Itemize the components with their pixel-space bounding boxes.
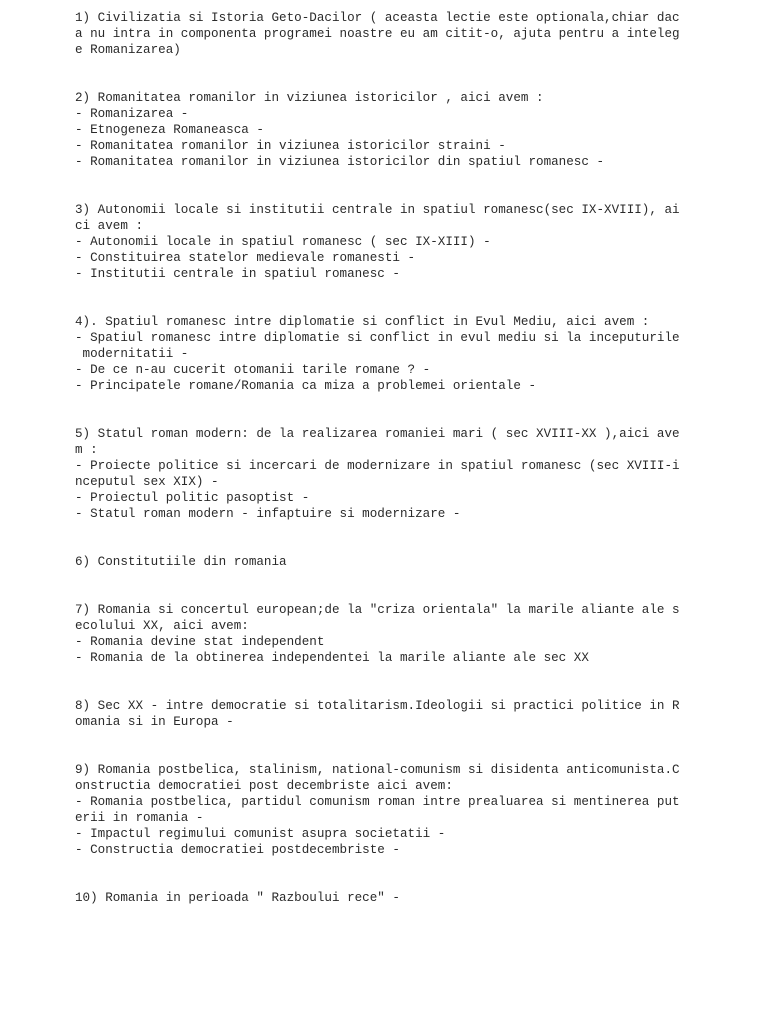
section-4-item-3: - Principatele romane/Romania ca miza a problemei orientale - xyxy=(75,379,537,393)
section-9-item-1-line-1: - Romania postbelica, partidul comunism roman intre prealuarea si mentinerea put xyxy=(75,795,680,809)
section-4-item-2: - De ce n-au cucerit otomanii tarile romane ? - xyxy=(75,363,431,377)
document-page xyxy=(75,10,755,906)
section-3-heading-line-2: ci avem : xyxy=(75,219,144,233)
section-2-item-2: - Etnogeneza Romaneasca - xyxy=(75,123,264,137)
section-9-item-3: - Constructia democratiei postdecembriste - xyxy=(75,843,400,857)
section-6-heading: 6) Constitutiile din romania xyxy=(75,555,287,569)
section-4 xyxy=(75,314,755,394)
section-5-item-3: - Statul roman modern - infaptuire si modernizare - xyxy=(75,507,461,521)
section-2-item-4: - Romanitatea romanilor in viziunea istoricilor din spatiul romanesc - xyxy=(75,155,605,169)
section-4-item-1-line-1: - Spatiul romanesc intre diplomatie si conflict in evul mediu si la inceputurile xyxy=(75,331,680,345)
section-7-item-2: - Romania de la obtinerea independentei la marile aliante ale sec XX xyxy=(75,651,589,665)
section-2-heading: 2) Romanitatea romanilor in viziunea istoricilor , aici avem : xyxy=(75,91,544,105)
section-1 xyxy=(75,10,755,58)
section-5-item-1-line-2: nceputul sex XIX) - xyxy=(75,475,219,489)
section-1-line-3: e Romanizarea) xyxy=(75,43,181,57)
section-7-heading-line-2: ecolului XX, aici avem: xyxy=(75,619,249,633)
section-7 xyxy=(75,602,755,666)
section-3-heading-line-1: 3) Autonomii locale si institutii centrale in spatiul romanesc(sec IX-XVIII), ai xyxy=(75,203,680,217)
section-8-heading-line-2: omania si in Europa - xyxy=(75,715,234,729)
section-10-heading: 10) Romania in perioada " Razboului rece" - xyxy=(75,891,400,905)
section-4-heading: 4). Spatiul romanesc intre diplomatie si conflict in Evul Mediu, aici avem : xyxy=(75,315,650,329)
section-3-item-1: - Autonomii locale in spatiul romanesc ( sec IX-XIII) - xyxy=(75,235,491,249)
section-5-heading-line-1: 5) Statul roman modern: de la realizarea romaniei mari ( sec XVIII-XX ),aici ave xyxy=(75,427,680,441)
section-2-item-3: - Romanitatea romanilor in viziunea istoricilor straini - xyxy=(75,139,506,153)
section-9-heading-line-2: onstructia democratiei post decembriste aici avem: xyxy=(75,779,453,793)
section-7-item-1: - Romania devine stat independent xyxy=(75,635,325,649)
section-9-item-1-line-2: erii in romania - xyxy=(75,811,204,825)
section-9 xyxy=(75,762,755,858)
section-8 xyxy=(75,698,755,730)
section-5-item-1-line-1: - Proiecte politice si incercari de modernizare in spatiul romanesc (sec XVIII-i xyxy=(75,459,680,473)
section-9-item-2: - Impactul regimului comunist asupra societatii - xyxy=(75,827,446,841)
section-5-heading-line-2: m : xyxy=(75,443,98,457)
section-10 xyxy=(75,890,755,906)
section-2-item-1: - Romanizarea - xyxy=(75,107,189,121)
section-1-line-2: a nu intra in componenta programei noastre eu am citit-o, ajuta pentru a inteleg xyxy=(75,27,680,41)
section-5 xyxy=(75,426,755,522)
section-8-heading-line-1: 8) Sec XX - intre democratie si totalitarism.Ideologii si practici politice in R xyxy=(75,699,680,713)
section-3-item-2: - Constituirea statelor medievale romanesti - xyxy=(75,251,416,265)
section-7-heading-line-1: 7) Romania si concertul european;de la "criza orientala" la marile aliante ale s xyxy=(75,603,680,617)
section-2 xyxy=(75,90,755,170)
section-3-item-3: - Institutii centrale in spatiul romanesc - xyxy=(75,267,400,281)
section-9-heading-line-1: 9) Romania postbelica, stalinism, national-comunism si disidenta anticomunista.C xyxy=(75,763,680,777)
section-3 xyxy=(75,202,755,282)
section-4-item-1-line-2: modernitatii - xyxy=(75,347,189,361)
section-6 xyxy=(75,554,755,570)
section-1-line-1: 1) Civilizatia si Istoria Geto-Dacilor ( aceasta lectie este optionala,chiar dac xyxy=(75,11,680,25)
section-5-item-2: - Proiectul politic pasoptist - xyxy=(75,491,310,505)
